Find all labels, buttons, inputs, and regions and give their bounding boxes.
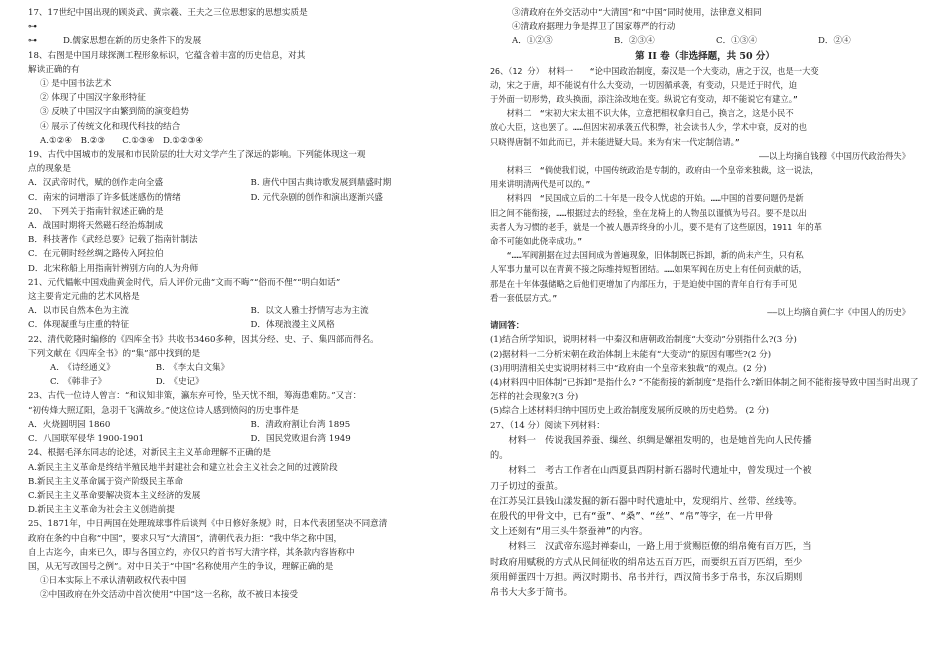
sub-question: (5)综合上述材料归纳中国历史上政治制度发展所反映的历史趋势。 (2 分) (490, 406, 770, 417)
q27-material: 帛书大大多于简书。 (490, 586, 573, 598)
q26-text: 看一套低层方式。” (490, 292, 558, 303)
q23-stem: 23、古代一位诗人曾言：“和议知非策，瀛东弃可怜，坠天忧不细，筹海患难防。”又言： (28, 391, 362, 402)
q22-option-c: C. 《韩非子》 (50, 377, 107, 388)
q25-item: ③清政府在外交活动中“大清国”和“中国”同时使用，法律意义相同 (512, 8, 762, 18)
q21-option-a: A．以市民自然本色为主流 (28, 306, 129, 317)
q20-option: B．科技著作《武经总要》记载了指南针制法 (28, 235, 198, 246)
q27-material: 刀子切过的蚕茧。 (490, 480, 564, 492)
q27-material: 文上还刻有“用三头牛祭蚕神”的内容。 (490, 526, 649, 538)
q22-row-2 (28, 375, 473, 389)
q17-glyph-a: ⊶ (28, 22, 37, 33)
left-column (28, 6, 473, 603)
q20-option: A．战国时期将天然磁石经治炼制成 (28, 221, 164, 232)
q26-text: 只晓得唐制不如此而已，并未能进疑大局。来为有宋一代定制信请。” (490, 136, 740, 147)
q26-text: 人军事力量可以在青黄不接之际维持短暂团结。……如果军阀在历史上有任何贡献的话， (490, 264, 807, 275)
q20-stem: 20、 下列关于指南针叙述正确的是 (28, 206, 164, 217)
q25-option-c: C．①③④ (716, 36, 757, 47)
q23-row-1 (28, 418, 473, 432)
q18-answers: A.①②④ B.②③ C.①③④ D.①②③④ (40, 135, 204, 146)
q25-option-a: A．①②③ (512, 36, 553, 47)
q26-text: 材料四 “民国成立后的二十年是一段令人忧虑的开始。……中国的首要问题仍是新 (490, 193, 804, 204)
q23-option-a: A．火烧圆明园 1860 (28, 419, 111, 430)
q21-option-d: D．体现浪漫主义风格 (250, 320, 335, 331)
q21-option-b: B．以文人雅士抒情写志为主流 (250, 306, 369, 317)
q17-option-d: D.儒家思想在新的历史条件下的发展 (63, 36, 202, 47)
q26-text: 材料三 “倘使我们说，中国传统政治是专制的，政府由一个皇帝来独裁，这一说法， (490, 165, 819, 176)
q27-material: 时政府用赋税的方式从民间征收的绢帛达五百万匹，而要织五百万匹绢，至少 (490, 556, 803, 568)
q26-text: 于外面一切形势，政头换面，添注涂改地在变。纵说它有变动，却不能说它有建立。” (490, 94, 798, 105)
q23-option-b: B．清政府割让台湾 1895 (250, 419, 351, 430)
q21-row-2 (28, 318, 473, 332)
q26-text: 动，宋之于唐，却不能说有什么大变动，一切因循承袭，有变动，只是迁于时代，迫 (490, 79, 797, 90)
q19-stem-2: 点的现象是 (28, 164, 71, 175)
sub-question: (3)用明清相关史实说明材料三中“政府由一个皇帝来独裁”的观点。(2 分) (490, 363, 767, 374)
q18-stem: 18、右图是中国月球探测工程形象标识，它蕴含着丰富的历史信息，对其 (28, 50, 306, 61)
q20-option: D．北宋称船上用指南针辨别方向的人为舟师 (28, 263, 199, 274)
q17-glyph-b: ⊶ (28, 36, 37, 47)
q17-stem: 17、17世纪中国出现的顾炎武、黄宗羲、王夫之三位思想家的思想实质是 (28, 8, 308, 18)
q24-option: A.新民主主义革命是终结半殖民地半封建社会和建立社会主义社会之间的过渡阶段 (28, 462, 338, 473)
q22-option-d: D. 《史记》 (155, 377, 204, 388)
q26-source-1: ——以上均摘自钱穆《中国历代政治得失》 (758, 150, 910, 161)
q23-option-c: C．八国联军侵华 1900-1901 (28, 434, 145, 445)
answer-prompt: 请回答： (490, 321, 525, 332)
q21-row-1 (28, 304, 473, 318)
q23-row-2 (28, 432, 473, 446)
q24-option: D.新民主主义革命为社会主义创造前提 (28, 505, 175, 516)
right-column (490, 6, 920, 600)
q19-option-d: D. 元代杂剧的创作和演出逐渐兴盛 (250, 192, 383, 203)
q27-material: 须用鲜蛋四十万担。两汉时期书、帛书并行，西汉简书多于帛书，东汉后期则 (490, 571, 803, 583)
q27-material: 材料二 考古工作者在山西夏县西阴村新石器时代遗址中，曾发现过一个被 (490, 465, 812, 477)
q22-option-b: B. 《李太白文集》 (155, 363, 230, 374)
q22-stem-2: 下列文献在《四库全书》的“集”部中找到的是 (28, 348, 201, 359)
q26-text: 卖者人为习惯的老手，就是一个被人愚弄终身的小儿，要不是有了这些原因，1911 年的革 (490, 221, 822, 232)
q26-head: 26、（12 分） 材料一 “论中国政治制度，秦汉是一个大变动，唐之于汉，也是一大变 (490, 65, 819, 76)
q19-row-2 (28, 191, 473, 205)
q27-stem: 27、（14 分）阅读下列材料： (490, 420, 605, 431)
q18-stem-2: 解读正确的有 (28, 64, 80, 75)
q25-item: ④清政府据理力争是捍卫了国家尊严的行动 (512, 22, 676, 33)
q25-stem-3: 自上古迄今，由来已久，即与各国立约，亦仅只约首书写大清字样，其条款内容皆称中 (28, 547, 355, 558)
section-title: 第 II 卷（非选择题，共 50 分） (635, 50, 775, 62)
q21-option-c: C．体现凝重与庄重的特征 (28, 320, 130, 331)
q24-option-c: C.新民主主义革命要解决资本主义经济的发展 (28, 490, 201, 501)
q27-material: 在殷代的甲骨文中，已有“蚕”、“桑”、“丝”、“帛”等字，在一片甲骨 (490, 510, 774, 522)
q26-text: 放心大臣，这也罢了。……但因宋初承袭五代积弊，社会读书人少，学术中衰，反对的也 (490, 122, 807, 133)
sub-question: (2)据材料一二分析宋朝在政治体制上未能有“大变动”的原因有哪些?(2 分) (490, 349, 772, 360)
q19-row-1 (28, 176, 473, 190)
q24-stem: 24、根据毛泽东同志的论述，对新民主主义革命理解不正确的是 (28, 448, 271, 459)
q19-option-b: B. 唐代中国古典诗歌发展到鼎盛时期 (250, 178, 392, 189)
q25-stem: 25、1871年，中日两国在处理琉球事件后谈判《中日修好条规》时，日本代表团坚决不同意清 (28, 519, 388, 530)
q18-item: ① 是中国书法艺术 (40, 79, 112, 90)
q18-item: ④ 展示了传统文化和现代科技的结合 (40, 121, 181, 132)
q25-item: ②中国政府在外交活动中首次使用“中国”这一名称，故不被日本接受 (40, 590, 299, 601)
q26-text: 用来讲明清两代是可以的。” (490, 179, 591, 190)
q26-text: 材料二 “宋初大宋太祖不识大体，立意把相权拿归自己，换言之，这是小民不 (490, 108, 794, 119)
q26-text: 旧之间不能衔接，……根据过去的经验，坐在龙椅上的人物虽以谨慎为号召。要不是以出 (490, 207, 807, 218)
q25-answer-row (490, 34, 920, 48)
q19-option-c: C．南宋的词增添了许多低迷感伤的情绪 (28, 192, 181, 203)
q23-option-d: D．国民党败退台湾 1949 (250, 434, 351, 445)
q24-option: B.新民主主义革命属于资产阶级民主革命 (28, 476, 184, 487)
q22-option-a: A. 《诗经通义》 (50, 363, 115, 374)
q27-material: 材料三 汉武帝东巡封禅泰山，一路上用于赏赐臣僚的绢帛俺有百万匹，当 (490, 541, 812, 553)
q25-stem-4: 国，从无写改国号之例”。对中日关于“中国”名称使用产生的争议，理解正确的是 (28, 561, 334, 572)
q27-material: 在江苏吴江县钱山漾发掘的新石器中时代遗址中，发现绢片、丝带、丝线等。 (490, 495, 803, 507)
q20-option: C．在元朝时经丝绸之路传入阿拉伯 (28, 249, 164, 260)
q25-option-d: D．②④ (818, 36, 851, 47)
sub-question: (1)结合所学知识，说明材料一中秦汉和唐朝政治制度“大变动”分别指什么?(3 分) (490, 335, 797, 346)
q22-stem: 22、清代乾隆时编修的《四库全书》共收书3460多种，因其分经、史、子、集四部而得名。 (28, 334, 379, 345)
q18-item: ② 体现了中国汉字象形特征 (40, 93, 146, 104)
q25-item: ①日本实际上不承认清朝政权代表中国 (40, 576, 187, 587)
q26-text: “……军阀割据在过去国间成为普遍现象，旧体制既已拆卸，新的尚未产生，只有私 (490, 250, 804, 261)
q26-source-2: ——以上均摘自黄仁宇《中国人的历史》 (767, 307, 910, 318)
sub-question: (4)材料四中旧体制“已拆卸”是指什么? “不能衔接的新制度”是指什么?新旧体制之间不能衔接导致中国当时出现了怎样的社会现象?(3 分) (490, 378, 919, 403)
q25-stem-2: 政府在条约中自称“中国”，要求只写“大清国”，清朝代表力拒：“我中华之称中国， (28, 533, 343, 544)
q21-stem: 21、元代韫帐中国戏曲黄金时代，后人评价元曲“文而不晦”“俗而不俚”“明白如话” (28, 277, 341, 288)
q27-material: 材料一 传说我国养蚕、缫丝、织绸是嫘祖发明的，也是她首先向人民传播 (490, 434, 812, 446)
q26-text: 那是在十年体强储略之后他们更增加了内部压力，于是迫使中国的青年自行有手可见 (490, 278, 797, 289)
q19-option-a: A．汉武帝时代，赋的创作走向全盛 (28, 178, 164, 189)
q22-row-1 (28, 361, 473, 375)
q23-stem-2: “初传烽大照辽阳，急羽千飞满故乡。”使这位诗人感到愤闷的历史事件是 (28, 405, 299, 416)
q27-material: 的。 (490, 450, 509, 462)
q17-option-row (28, 34, 473, 48)
q19-stem: 19、古代中国城市的发展和市民阶层的壮大对文学产生了深远的影响。下列能体现这一观 (28, 150, 366, 161)
q25-option-b: B．②③④ (614, 36, 655, 47)
q21-stem-2: 这主要肯定元曲的艺术风格是 (28, 292, 140, 303)
q18-item: ③ 反映了中国汉字由繁到简的演变趋势 (40, 107, 189, 118)
q26-text: 命不可能如此侥幸成功。” (490, 236, 583, 247)
